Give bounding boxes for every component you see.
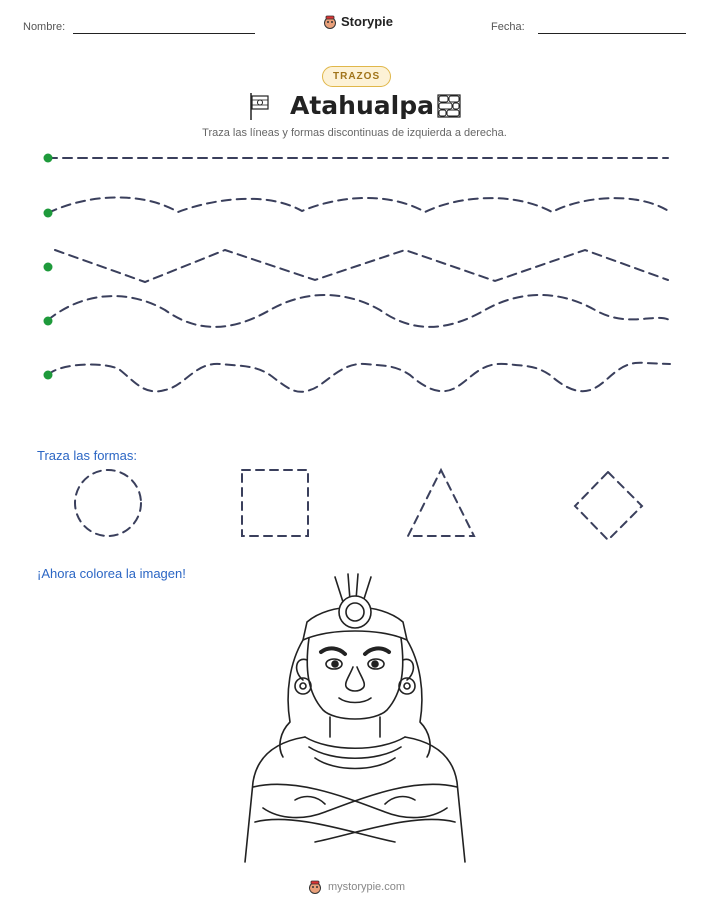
shapes-heading: Traza las formas: — [37, 448, 137, 463]
start-dot-3 — [44, 263, 53, 272]
trace-line-wave-3 — [48, 363, 670, 392]
storypie-logo-icon — [308, 880, 322, 894]
start-dot-4 — [44, 317, 53, 326]
tracing-lines — [0, 140, 709, 400]
start-dot-2 — [44, 209, 53, 218]
start-dot-5 — [44, 371, 53, 380]
trazos-badge: TRAZOS — [322, 66, 391, 87]
trace-line-wave-1 — [48, 197, 670, 213]
storypie-logo-icon — [323, 15, 337, 29]
atahualpa-illustration — [235, 572, 475, 866]
date-field[interactable] — [538, 33, 686, 34]
brand — [323, 14, 393, 29]
flag-icon — [248, 91, 270, 121]
trace-line-zigzag — [55, 250, 668, 282]
instructions: Traza las líneas y formas discontinuas de izquierda a derecha. — [202, 127, 507, 139]
footer — [308, 880, 405, 894]
trace-square — [242, 470, 308, 536]
name-field[interactable] — [73, 33, 255, 34]
trace-line-wave-2 — [48, 295, 672, 327]
stone-wall-icon — [437, 94, 461, 118]
name-label: Nombre: — [23, 21, 66, 33]
trace-diamond — [575, 472, 642, 540]
start-dot-1 — [44, 154, 53, 163]
trace-circle — [75, 470, 141, 536]
coloring-heading: ¡Ahora colorea la imagen! — [37, 566, 186, 581]
date-label: Fecha: — [491, 21, 525, 33]
trace-triangle — [408, 470, 474, 536]
page-title: Atahualpa — [290, 91, 434, 120]
tracing-shapes — [0, 462, 709, 546]
footer-url[interactable]: mystorypie.com — [328, 881, 406, 893]
brand-name: Storypie — [341, 14, 394, 29]
